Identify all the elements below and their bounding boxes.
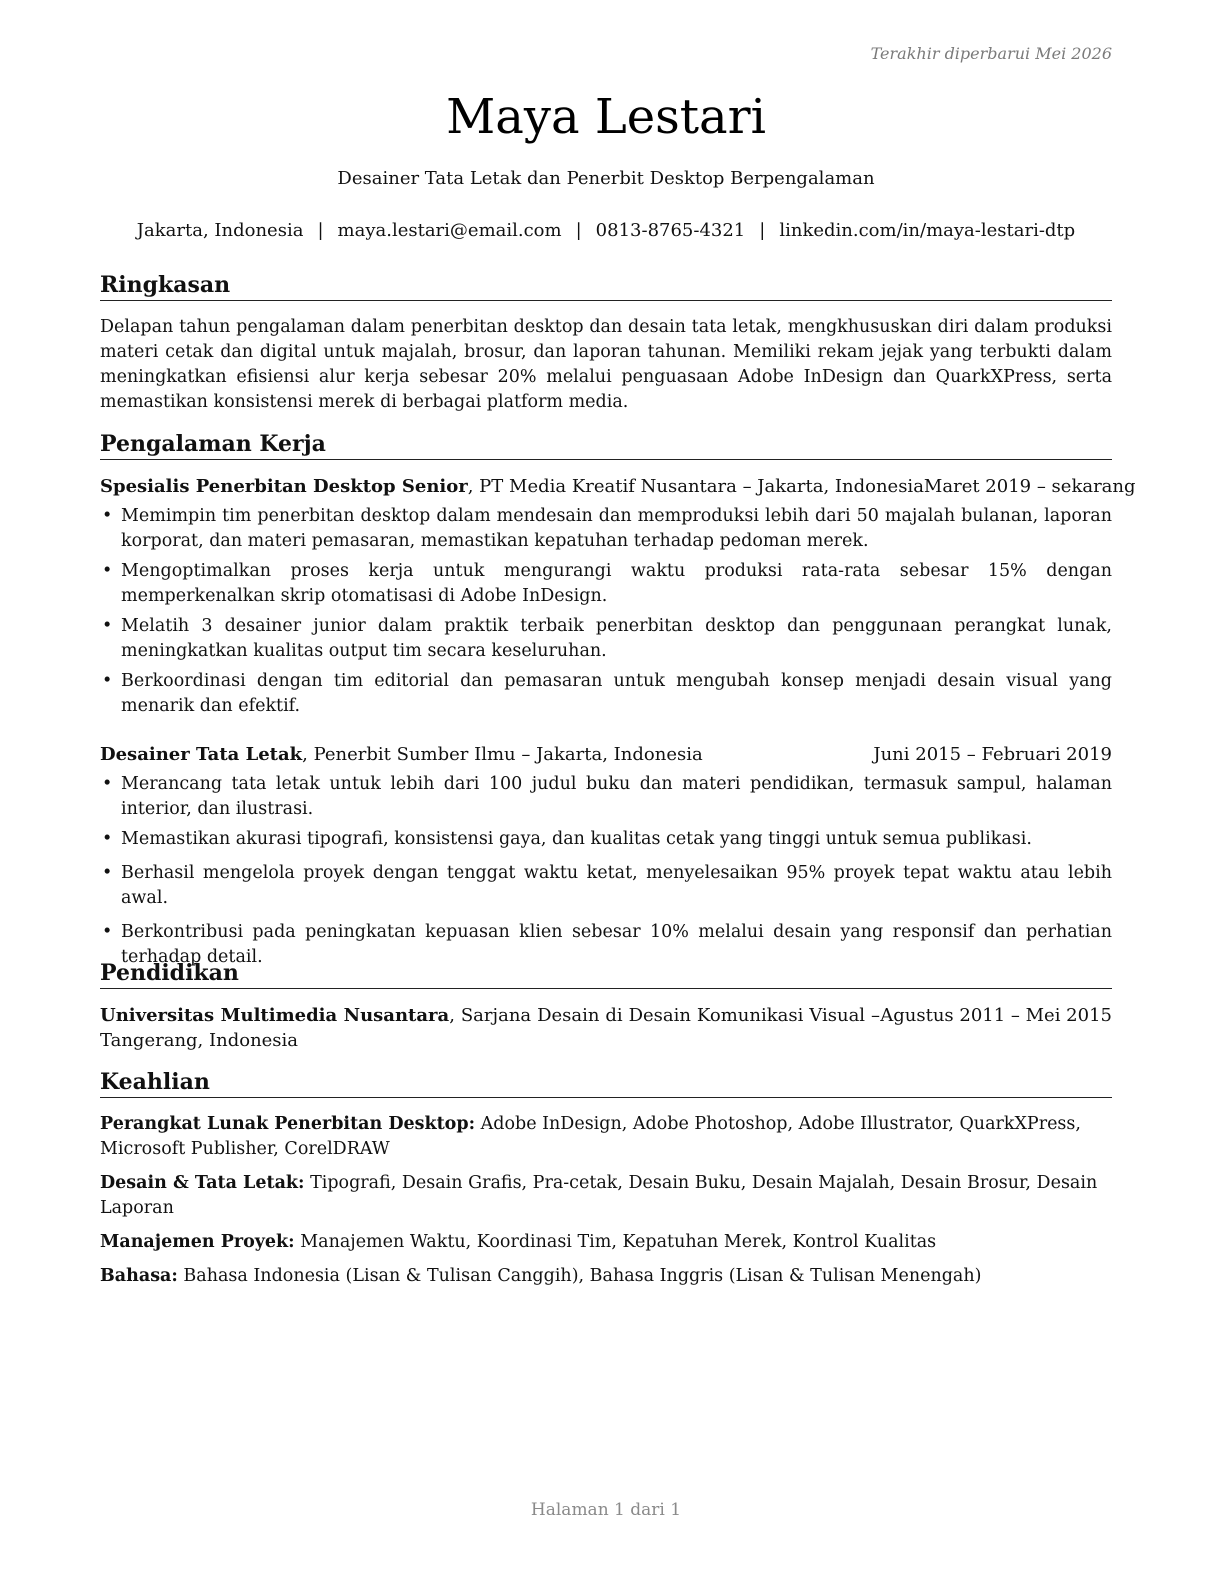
contact-separator: | [317,220,324,241]
job-entry [100,474,1136,719]
education-degree-line [100,1003,880,1053]
bullet-text: Merancang tata letak untuk lebih dari 100 judul buku dan materi pendidikan, termasuk sampul, halaman interior, dan ilustrasi. [121,774,1112,819]
bullet-text: Memastikan akurasi tipografi, konsistensi gaya, dan kualitas cetak yang tinggi untuk semua publikasi. [121,829,1032,849]
page-number: Halaman 1 dari 1 [530,1500,682,1520]
skill-value: Bahasa Indonesia (Lisan & Tulisan Canggih), Bahasa Inggris (Lisan & Tulisan Menengah) [177,1266,982,1286]
bullet-text: Memimpin tim penerbitan desktop dalam mendesain dan memproduksi lebih dari 50 majalah bulanan, laporan korporat, dan materi pemasaran, memastikan kepatuhan terhadap pedoman merek. [121,506,1112,551]
education-entry [100,1003,1112,1053]
skill-line [100,1230,1112,1255]
contact-linkedin[interactable]: linkedin.com/in/maya-lestari-dtp [779,220,1076,241]
section-heading-experience: Pengalaman Kerja [100,430,1112,460]
bullet-icon: • [102,561,113,581]
summary-section [100,271,1112,415]
skill-value: Adobe InDesign, Adobe Photoshop, Adobe Illustrator, QuarkXPress, Microsoft Publisher, CorelDRAW [100,1114,1081,1159]
job-dates: Juni 2015 – Februari 2019 [873,744,1112,765]
skill-label: Desain & Tata Letak: [100,1173,305,1193]
candidate-tagline: Desainer Tata Letak dan Penerbit Desktop Berpengalaman [337,168,875,189]
contact-email[interactable]: maya.lestari@email.com [337,220,562,241]
list-item [100,772,1112,822]
contact-separator: | [575,220,582,241]
skill-label: Manajemen Proyek: [100,1232,295,1252]
bullet-icon: • [102,671,113,691]
contact-phone[interactable]: 0813-8765-4321 [595,220,746,241]
list-item [100,559,1112,609]
summary-text: Delapan tahun pengalaman dalam penerbitan desktop dan desain tata letak, mengkhususkan diri dalam produksi materi cetak dan digital untuk majalah, brosur, dan laporan tahunan. Memiliki rekam jejak yang terbukti dalam meningkatkan efisiensi alur kerja sebesar 20% melalui penguasaan Adobe InDesign dan QuarkXPress, serta memastikan konsistensi merek di berbagai platform media. [100,317,1112,412]
bullet-icon: • [102,616,113,636]
bullet-icon: • [102,922,113,942]
contact-location: Jakarta, Indonesia [136,220,304,241]
skill-value: Manajemen Waktu, Koordinasi Tim, Kepatuhan Merek, Kontrol Kualitas [294,1232,937,1252]
experience-section [100,430,1136,970]
bullet-text: Melatih 3 desainer junior dalam praktik terbaik penerbitan desktop dan penggunaan perangkat lunak, meningkatkan kualitas output tim secara keseluruhan. [121,616,1112,661]
bullet-icon: • [102,829,113,849]
section-heading-education: Pendidikan [100,959,1112,989]
last-updated-note: Terakhir diperbarui Mei 2026 [870,44,1112,63]
job-title-line [100,742,703,767]
job-title: Spesialis Penerbitan Desktop Senior [100,476,468,497]
candidate-name: Maya Lestari [446,89,766,145]
education-dates: Agustus 2011 – Mei 2015 [880,1005,1112,1026]
job-header [100,474,1136,499]
bullet-text: Berhasil mengelola proyek dengan tenggat waktu ketat, menyelesaikan 95% proyek tepat waktu atau lebih awal. [121,863,1112,908]
skill-line [100,1112,1112,1162]
contact-line [40,219,1172,243]
education-degree: , Sarjana Desain di Desain Komunikasi Visual – Tangerang, Indonesia [100,1005,880,1051]
skill-value: Tipografi, Desain Grafis, Pra-cetak, Desain Buku, Desain Majalah, Desain Brosur, Desain Laporan [100,1173,1098,1218]
education-school: Universitas Multimedia Nusantara [100,1005,450,1026]
skill-line [100,1264,1112,1289]
list-item [100,614,1112,664]
job-dates: Maret 2019 – sekarang [923,476,1136,497]
skills-section [100,1068,1112,1289]
list-item [100,669,1112,719]
education-section [100,959,1112,1053]
bullet-icon: • [102,774,113,794]
bullet-text: Berkontribusi pada peningkatan kepuasan klien sebesar 10% melalui desain yang responsif dan perhatian terhadap detail. [121,922,1112,967]
resume-page [100,0,1136,1584]
list-item [100,861,1112,911]
job-title-line [100,474,924,499]
job-bullets [100,504,1112,719]
job-bullets [100,772,1112,970]
job-header [100,742,1112,767]
section-heading-summary: Ringkasan [100,271,1112,301]
list-item [100,827,1112,852]
bullet-text: Mengoptimalkan proses kerja untuk mengurangi waktu produksi rata-rata sebesar 15% dengan memperkenalkan skrip otomatisasi di Adobe InDesign. [121,561,1112,606]
skill-label: Bahasa: [100,1266,178,1286]
job-entry [100,742,1112,970]
section-heading-skills: Keahlian [100,1068,1112,1098]
job-company: , Penerbit Sumber Ilmu – Jakarta, Indonesia [302,744,703,765]
contact-separator: | [759,220,766,241]
job-company: , PT Media Kreatif Nusantara – Jakarta, Indonesia [467,476,924,497]
list-item [100,504,1112,554]
skill-label: Perangkat Lunak Penerbitan Desktop: [100,1114,476,1134]
bullet-icon: • [102,506,113,526]
bullet-text: Berkoordinasi dengan tim editorial dan pemasaran untuk mengubah konsep menjadi desain visual yang menarik dan efektif. [121,671,1112,716]
bullet-icon: • [102,863,113,883]
job-title: Desainer Tata Letak [100,744,303,765]
skill-line [100,1171,1112,1221]
